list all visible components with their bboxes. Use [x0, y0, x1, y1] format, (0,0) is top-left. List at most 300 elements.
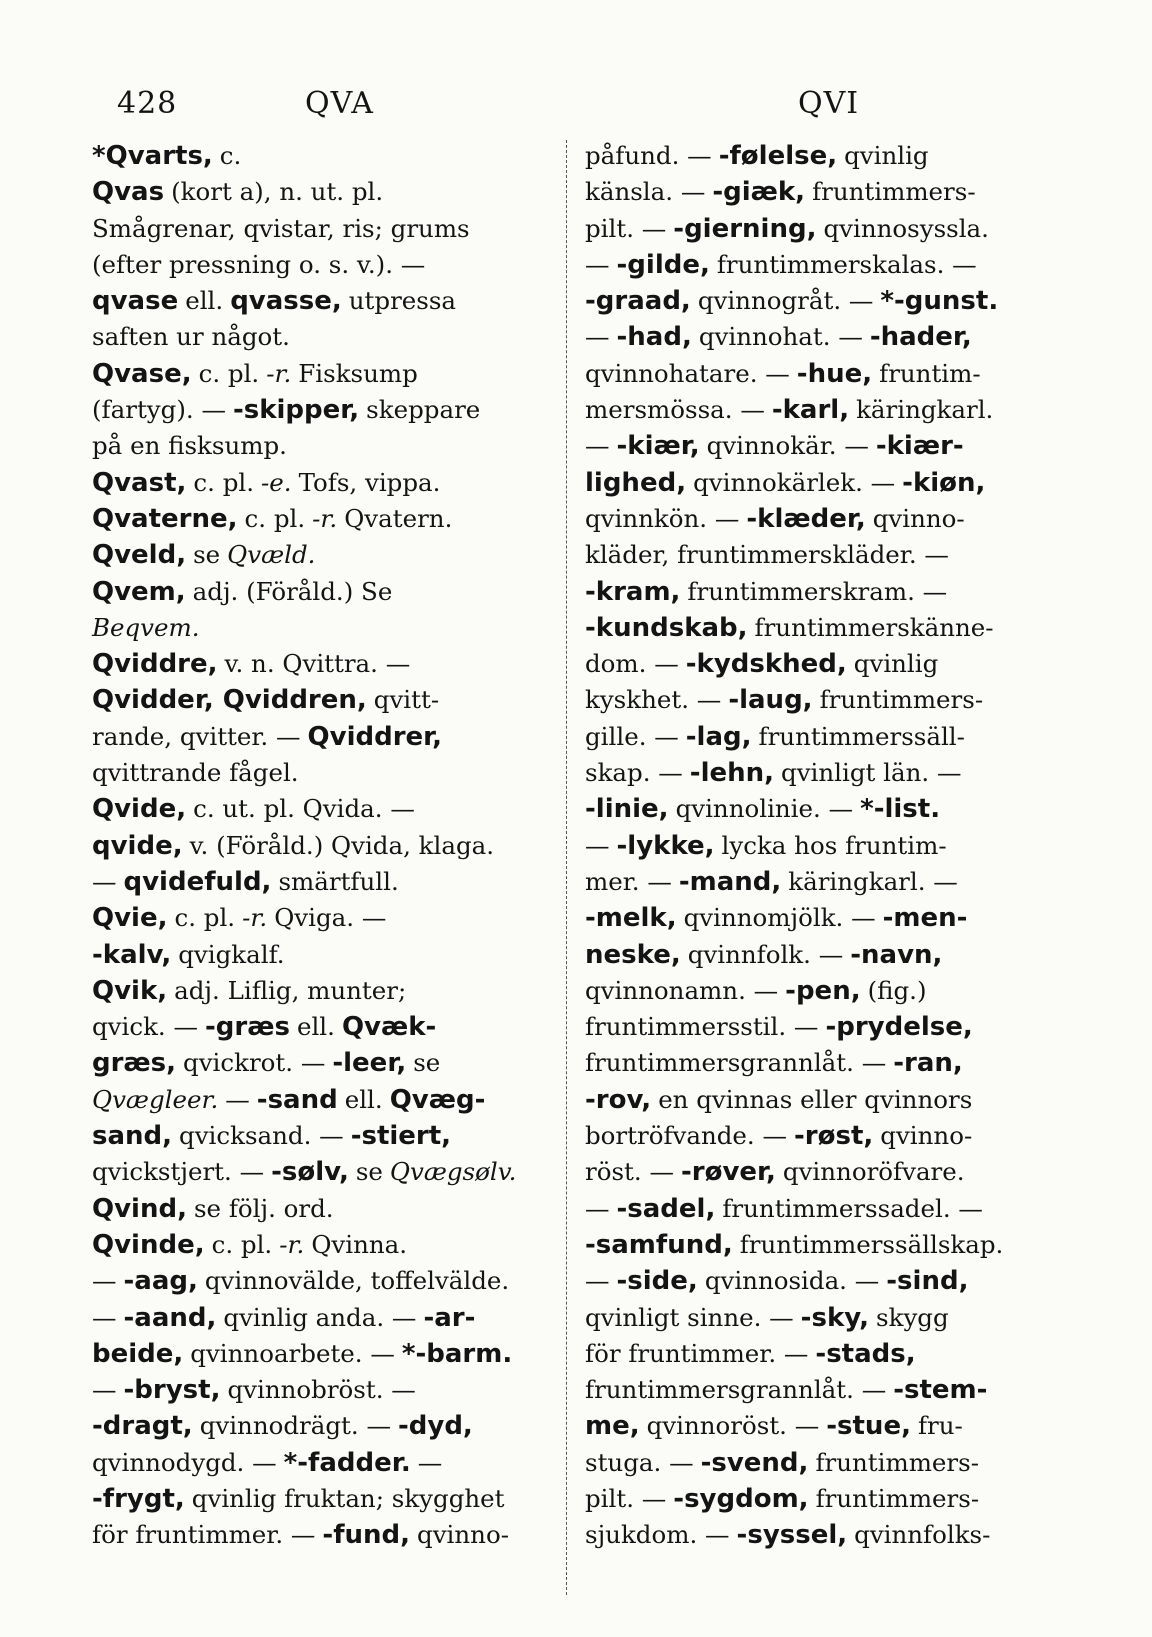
text-line [585, 356, 1055, 392]
headword: -kiær, [616, 431, 700, 462]
definition-text: fruntimmerssäll- [758, 721, 965, 751]
definition-text: Smågrenar, qvistar, ris; grums [92, 213, 470, 243]
definition-text: — [585, 322, 610, 352]
definition-text: qvinnfolk. — [687, 939, 844, 969]
definition-text: pilt. — [585, 1483, 667, 1513]
headword: -aag, [123, 1266, 198, 1297]
definition-text: kläder, fruntimmerskläder. — [585, 540, 949, 570]
definition-text: ell. [185, 286, 224, 316]
text-line [585, 247, 1055, 283]
text-line [585, 1191, 1055, 1227]
definition-text: Qvæld. [227, 540, 316, 570]
headword: -frygt, [92, 1483, 185, 1514]
headword: -lykke, [616, 830, 715, 861]
text-line [585, 465, 1055, 501]
headword: -røst, [794, 1121, 874, 1152]
definition-text: — [585, 830, 610, 860]
definition-text: rande, qvitter. — [92, 721, 301, 751]
definition-text: skygg [876, 1302, 949, 1332]
definition-text: qvickstjert. — [92, 1157, 265, 1187]
headword: -prydelse, [825, 1012, 973, 1043]
headword: -kiær- [875, 431, 964, 462]
text-line [585, 900, 1055, 936]
headword: -svend, [700, 1447, 809, 1478]
definition-text: — [92, 866, 117, 896]
headword: *Qvarts, [92, 141, 213, 171]
definition-text: fruntimmers- [815, 1483, 980, 1513]
text-line [92, 319, 552, 355]
headword: -laug, [728, 685, 813, 716]
headword: Qveld, [92, 540, 187, 571]
headword: Qvase, [92, 358, 192, 389]
text-line [92, 937, 552, 973]
headword: Qviddrer, [307, 721, 443, 752]
header-left-word: QVA [305, 86, 374, 121]
headword: Qvik, [92, 975, 168, 1006]
definition-text: (efter pressning o. s. v.). — [92, 249, 426, 279]
text-line [92, 1045, 552, 1081]
headword: -had, [616, 322, 692, 353]
text-line [585, 501, 1055, 537]
headword: sand, [92, 1121, 173, 1152]
definition-text: qvinlig [853, 649, 939, 679]
headword: -kalv, [92, 939, 172, 970]
text-line [585, 1118, 1055, 1154]
headword: -navn, [850, 939, 943, 970]
headword: lighed, [585, 467, 687, 498]
headword: -sand [256, 1084, 338, 1115]
headword: -sind, [886, 1266, 969, 1297]
definition-text: se följ. ord. [193, 1193, 334, 1223]
definition-text: c. pl. [193, 467, 254, 497]
headword: -fund, [322, 1520, 411, 1551]
text-line [92, 138, 552, 174]
headword: qvidefuld, [123, 866, 272, 897]
text-line [92, 356, 552, 392]
text-line [92, 501, 552, 537]
text-line [585, 1408, 1055, 1444]
text-line [585, 1481, 1055, 1517]
text-line [92, 828, 552, 864]
headword: -mand, [678, 866, 782, 897]
definition-text: c. ut. pl. Qvida. — [193, 794, 415, 824]
text-line [585, 864, 1055, 900]
definition-text: — [585, 431, 610, 461]
definition-text: skap. — [585, 758, 683, 788]
definition-text: qvinnovälde, toffelvälde. [204, 1266, 510, 1296]
headword: Qvie, [92, 903, 168, 934]
definition-text: v. (Föråld.) Qvida, klaga. [189, 830, 495, 860]
headword: -sadel, [616, 1193, 716, 1224]
left-column [92, 138, 552, 1554]
definition-text: dom. — [585, 649, 679, 679]
headword: beide, [92, 1338, 184, 1369]
definition-text: för fruntimmer. — [92, 1520, 316, 1550]
definition-text: Qvægleer. [92, 1084, 219, 1114]
definition-text: fruntim- [879, 358, 981, 388]
headword: -syssel, [736, 1520, 848, 1551]
definition-text: qvinno- [880, 1121, 973, 1151]
definition-text: adj. (Föråld.) Se [192, 576, 393, 606]
headword: -gilde, [616, 249, 710, 280]
headword: -kydskhed, [685, 649, 847, 680]
definition-text: mersmössa. — [585, 395, 765, 425]
headword: Qvaterne, [92, 503, 238, 534]
definition-text: Tofs, vippa. [298, 467, 441, 497]
headword: neske, [585, 939, 681, 970]
page-number: 428 [117, 86, 178, 121]
headword: Qvinde, [92, 1229, 205, 1260]
definition-text: c. [219, 141, 242, 170]
text-line [585, 937, 1055, 973]
text-line [92, 1154, 552, 1190]
text-line [585, 211, 1055, 247]
definition-text: Beqvem. [92, 612, 200, 642]
definition-text: qvinnomjölk. — [683, 903, 876, 933]
headword: qvide, [92, 830, 183, 861]
text-line [585, 1372, 1055, 1408]
definition-text: fruntimmerssällskap. [739, 1229, 1004, 1259]
definition-text: qvigkalf. [178, 939, 285, 969]
headword: -samfund, [585, 1229, 733, 1260]
header-right-word: QVI [798, 86, 860, 121]
text-line [92, 428, 552, 464]
text-line [585, 537, 1055, 573]
text-line [585, 682, 1055, 718]
definition-text: qvinnoröst. — [646, 1411, 820, 1441]
headword: Qvas [92, 177, 165, 208]
text-line [585, 283, 1055, 319]
definition-text: qvinlig anda. — [223, 1302, 417, 1332]
text-line [92, 1408, 552, 1444]
text-line [585, 973, 1055, 1009]
definition-text: se [193, 540, 221, 570]
text-line [92, 1372, 552, 1408]
headword: -graad, [585, 286, 691, 317]
headword: -sygdom, [673, 1483, 809, 1514]
definition-text: -e. [261, 467, 292, 497]
definition-text: Qvægsølv. [389, 1157, 517, 1187]
headword: -stem- [893, 1375, 988, 1406]
text-line [92, 283, 552, 319]
headword: -kram, [585, 576, 681, 607]
text-line [92, 247, 552, 283]
text-line [92, 1263, 552, 1299]
headword: græs, [92, 1048, 177, 1079]
headword: -rov, [585, 1084, 652, 1115]
definition-text: — [417, 1447, 443, 1477]
definition-text: kyskhet. — [585, 685, 722, 715]
definition-text: qvinnodrägt. — [199, 1411, 391, 1441]
definition-text: för fruntimmer. — [585, 1338, 809, 1368]
definition-text: fruntimmersgrannlåt. — [585, 1048, 887, 1078]
text-line [92, 465, 552, 501]
definition-text: qvitt- [373, 685, 440, 715]
headword: -hue, [796, 358, 873, 389]
definition-text: qvinno- [872, 503, 965, 533]
text-line [585, 610, 1055, 646]
definition-text: -r. [266, 358, 292, 388]
definition-text: qvinnoröfvare. [782, 1157, 965, 1187]
definition-text: sjukdom. — [585, 1520, 730, 1550]
headword: -lag, [685, 721, 752, 752]
definition-text: känsla. — [585, 177, 706, 207]
text-line [92, 174, 552, 210]
headword: Qviddre, [92, 649, 218, 680]
text-line [585, 319, 1055, 355]
definition-text: qvinnoarbete. — [190, 1338, 395, 1368]
definition-text: smärtfull. [278, 866, 399, 896]
definition-text: fruntimmers- [812, 177, 976, 207]
definition-text: mer. — [585, 866, 672, 896]
definition-text: — [92, 1266, 117, 1296]
definition-text: c. pl. [174, 903, 236, 933]
definition-text: qvinnolinie. — [675, 794, 854, 824]
definition-text: (kort a), n. ut. pl. [171, 177, 384, 207]
text-line [585, 1227, 1055, 1263]
definition-text: qvinnkön. — [585, 503, 740, 533]
text-line [92, 864, 552, 900]
text-line [92, 1517, 552, 1553]
definition-text: qvinnosyssla. [823, 213, 989, 243]
headword: Qvind, [92, 1193, 187, 1224]
text-line [585, 1300, 1055, 1336]
headword: -men- [882, 903, 968, 934]
right-column [585, 138, 1055, 1554]
definition-text: qvinnohat. — [698, 322, 863, 352]
text-line [585, 646, 1055, 682]
definition-text: fru- [917, 1411, 963, 1441]
text-line [585, 828, 1055, 864]
definition-text: — [585, 1193, 610, 1223]
definition-text: c. pl. [211, 1229, 273, 1259]
definition-text: -r. [279, 1229, 305, 1259]
headword: -hader, [869, 322, 972, 353]
definition-text: — [225, 1084, 250, 1114]
definition-text: bortröfvande. — [585, 1121, 788, 1151]
headword: Qvide, [92, 794, 187, 825]
definition-text: -r. [242, 903, 268, 933]
definition-text: fruntimmerssadel. — [722, 1193, 983, 1223]
definition-text: käringkarl. [856, 395, 994, 425]
definition-text: röst. — [585, 1157, 674, 1187]
headword: -gierning, [673, 213, 817, 244]
headword: *-gunst. [880, 286, 999, 317]
headword: -ran, [893, 1048, 963, 1079]
text-line [92, 1227, 552, 1263]
text-line [92, 1336, 552, 1372]
definition-text: se [413, 1048, 441, 1078]
definition-text: fruntimmers- [815, 1447, 979, 1477]
definition-text: qvickrot. — [183, 1048, 326, 1078]
text-line [92, 1445, 552, 1481]
headword: me, [585, 1411, 640, 1442]
headword: Qvidder, Qviddren, [92, 685, 367, 716]
text-line [585, 1336, 1055, 1372]
definition-text: stuga. — [585, 1447, 694, 1477]
text-line [92, 574, 552, 610]
definition-text: ell. [344, 1084, 383, 1114]
definition-text: qvinno- [417, 1520, 509, 1550]
definition-text: qvinnokär. — [706, 431, 869, 461]
definition-text: fruntimmerskänne- [754, 612, 994, 642]
headword: Qvæk- [341, 1012, 437, 1043]
headword: -pen, [785, 975, 861, 1006]
headword: qvasse, [230, 286, 342, 317]
text-line [585, 574, 1055, 610]
definition-text: qvinligt län. — [781, 758, 962, 788]
definition-text: qvinnonamn. — [585, 975, 779, 1005]
definition-text: qvinnodygd. — [92, 1447, 277, 1477]
definition-text: fruntimmersstil. — [585, 1012, 819, 1042]
headword: -klæder, [746, 503, 866, 534]
headword: -linie, [585, 794, 669, 825]
text-line [585, 755, 1055, 791]
headword: -røver, [680, 1157, 776, 1188]
headword: -følelse, [718, 141, 838, 171]
text-line [92, 682, 552, 718]
text-line [92, 646, 552, 682]
definition-text: adj. Liflig, munter; [174, 975, 407, 1005]
definition-text: ell. [296, 1012, 335, 1042]
headword: qvase [92, 286, 179, 317]
headword: -lehn, [689, 758, 775, 789]
definition-text: fruntimmersgrannlåt. — [585, 1375, 887, 1405]
headword: -side, [616, 1266, 698, 1297]
text-line [92, 1191, 552, 1227]
column-divider [566, 140, 567, 1595]
headword: Qvæg- [389, 1084, 486, 1115]
headword: Qvem, [92, 576, 186, 607]
text-line [585, 1517, 1055, 1553]
headword: -kiøn, [902, 467, 986, 498]
definition-text: se [355, 1157, 383, 1187]
definition-text: — [585, 249, 610, 279]
headword: -kundskab, [585, 612, 748, 643]
definition-text: -r. [312, 503, 338, 533]
headword: -sky, [800, 1302, 870, 1333]
definition-text: qvittrande fågel. [92, 758, 299, 788]
text-line [92, 1481, 552, 1517]
definition-text: qvick. — [92, 1012, 199, 1042]
text-line [92, 791, 552, 827]
definition-text: qvinnogråt. — [697, 286, 874, 316]
definition-text: v. n. Qvittra. — [224, 649, 411, 679]
text-line [92, 1118, 552, 1154]
text-line [92, 537, 552, 573]
definition-text: qvicksand. — [179, 1121, 344, 1151]
definition-text: pilt. — [585, 213, 667, 243]
text-line [585, 1045, 1055, 1081]
definition-text: qvinligt sinne. — [585, 1302, 794, 1332]
text-line [585, 1263, 1055, 1299]
headword: -stads, [815, 1338, 916, 1369]
definition-text: qvinnokärlek. — [693, 467, 896, 497]
definition-text: påfund. — [585, 141, 712, 170]
definition-text: en qvinnas eller qvinnors [658, 1084, 973, 1114]
text-line [92, 900, 552, 936]
headword: *-barm. [401, 1338, 513, 1369]
headword: -karl, [771, 395, 850, 426]
text-line [585, 791, 1055, 827]
headword: Qvast, [92, 467, 187, 498]
headword: -aand, [123, 1302, 217, 1333]
headword: -dragt, [92, 1411, 193, 1442]
definition-text: på en fisksump. [92, 431, 287, 461]
headword: *-list. [860, 794, 941, 825]
definition-text: (fartyg). — [92, 395, 226, 425]
text-line [585, 719, 1055, 755]
headword: -stiert, [350, 1121, 452, 1152]
text-line [585, 392, 1055, 428]
text-line [92, 1009, 552, 1045]
definition-text: — [92, 1375, 117, 1405]
headword: -stue, [826, 1411, 911, 1442]
definition-text: c. pl. [244, 503, 306, 533]
text-line [585, 1082, 1055, 1118]
definition-text: lycka hos fruntim- [721, 830, 947, 860]
definition-text: Qviga. — [274, 903, 387, 933]
definition-text: fruntimmerskalas. — [716, 249, 977, 279]
text-line [585, 174, 1055, 210]
definition-text: qvinnfolks- [854, 1520, 991, 1550]
text-line [585, 1154, 1055, 1190]
headword: -melk, [585, 903, 677, 934]
text-line [92, 719, 552, 755]
text-line [92, 392, 552, 428]
headword: -dyd, [397, 1411, 473, 1442]
definition-text: qvinnosida. — [704, 1266, 880, 1296]
headword: -sølv, [271, 1157, 349, 1188]
definition-text: qvinlig fruktan; skygghet [191, 1483, 505, 1513]
text-line [92, 755, 552, 791]
definition-text: — [92, 1302, 117, 1332]
text-line [92, 1082, 552, 1118]
definition-text: fruntimmerskram. — [687, 576, 948, 606]
definition-text: Qvinna. [311, 1229, 408, 1259]
definition-text: Fisksump [298, 358, 418, 388]
headword: -skipper, [232, 395, 360, 426]
definition-text: saften ur något. [92, 322, 290, 352]
text-line [585, 428, 1055, 464]
text-line [92, 610, 552, 646]
definition-text: qvinnobröst. — [227, 1375, 416, 1405]
headword: -giæk, [712, 177, 806, 208]
text-line [585, 1445, 1055, 1481]
definition-text: qvinlig [844, 141, 929, 170]
text-line [585, 1009, 1055, 1045]
definition-text: fruntimmers- [819, 685, 984, 715]
headword: *-fadder. [283, 1447, 411, 1478]
definition-text: qvinnohatare. — [585, 358, 790, 388]
text-line [92, 1300, 552, 1336]
definition-text: skeppare [366, 395, 481, 425]
definition-text: Qvatern. [344, 503, 453, 533]
definition-text: käringkarl. — [788, 866, 958, 896]
text-line [92, 973, 552, 1009]
headword: -leer, [332, 1048, 407, 1079]
definition-text: (fig.) [867, 975, 927, 1005]
headword: -ar- [423, 1302, 476, 1333]
definition-text: c. pl. [198, 358, 260, 388]
definition-text: utpressa [348, 286, 457, 316]
definition-text: gille. — [585, 721, 679, 751]
headword: -græs [205, 1012, 290, 1043]
definition-text: — [585, 1266, 610, 1296]
text-line [585, 138, 1055, 174]
headword: -bryst, [123, 1375, 221, 1406]
text-line [92, 211, 552, 247]
